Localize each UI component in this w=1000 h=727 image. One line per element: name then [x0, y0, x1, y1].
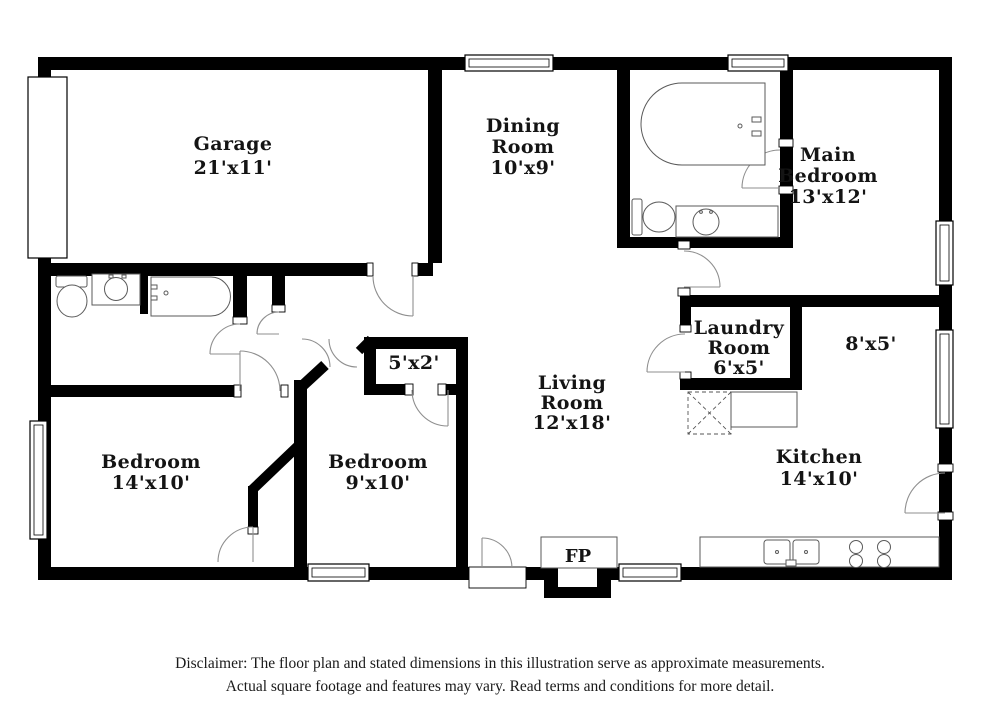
door-swings	[210, 150, 945, 568]
room-name: Room	[707, 337, 771, 359]
door-swing-icon	[373, 276, 413, 316]
room-label-dining	[486, 115, 560, 179]
room-name: Kitchen	[775, 446, 863, 468]
room-name: Bedroom	[778, 165, 878, 187]
fireplace-label: FP	[564, 546, 592, 567]
room-label-closet	[388, 352, 439, 374]
door-swing-icon	[647, 334, 685, 372]
window-icon	[308, 564, 369, 581]
double-door-swing-icon	[302, 339, 357, 367]
room-name: Room	[491, 136, 555, 158]
room-dimensions: 6'x5'	[713, 357, 765, 379]
window-icon	[619, 564, 681, 581]
room-dimensions: 10'x9'	[490, 157, 556, 179]
laundry-fixtures	[688, 392, 797, 434]
room-label-main-bedroom	[778, 144, 878, 208]
kitchen-fixtures	[700, 537, 939, 568]
door-swing-icon	[240, 351, 280, 391]
room-name: Laundry	[693, 317, 785, 339]
sink-icon	[92, 274, 140, 305]
room-name: Dining	[485, 115, 561, 137]
window-icon	[30, 421, 47, 539]
toilet-icon	[56, 276, 87, 317]
garage-door-icon	[28, 77, 67, 258]
disclaimer-line-2: Actual square footage and features may vary. Read terms and conditions for more detail.	[225, 678, 775, 695]
room-label-storage-nook	[845, 333, 896, 355]
room-label-laundry	[694, 317, 785, 379]
window-icon	[936, 330, 953, 428]
room-dimensions: 9'x10'	[345, 472, 411, 494]
room-name: Garage	[193, 133, 273, 155]
room-label-kitchen	[776, 446, 863, 490]
room-name: Main	[800, 144, 856, 166]
bathtub-icon	[641, 83, 765, 165]
room-dimensions: 21'x11'	[193, 157, 273, 179]
room-name: Bedroom	[328, 451, 428, 473]
window-icon	[728, 55, 788, 71]
room-name: Room	[540, 392, 604, 414]
room-dimensions: 5'x2'	[388, 352, 440, 374]
sink-icon	[676, 206, 778, 237]
bathtub-icon	[151, 277, 230, 316]
disclaimer-line-1: Disclaimer: The floor plan and stated dimensions in this illustration serve as approximate measurements.	[175, 655, 825, 672]
door-swing-icon	[482, 538, 512, 568]
room-label-garage	[194, 133, 273, 179]
room-name: Living	[537, 372, 607, 394]
room-label-living	[533, 372, 612, 434]
counter-icon	[731, 392, 797, 427]
window-icon	[465, 55, 553, 71]
water-heater-icon	[688, 392, 731, 434]
room-dimensions: 8'x5'	[845, 333, 897, 355]
room-dimensions: 14'x10'	[111, 472, 191, 494]
fireplace	[541, 537, 617, 598]
door-swing-icon	[684, 251, 720, 287]
room-name: Bedroom	[101, 451, 201, 473]
disclaimer	[175, 655, 825, 695]
door-swing-icon	[210, 324, 240, 354]
room-dimensions: 12'x18'	[532, 412, 612, 434]
window-icon	[936, 221, 953, 285]
main-bathroom-fixtures	[632, 83, 778, 237]
room-dimensions: 14'x10'	[779, 468, 859, 490]
door-swing-icon	[257, 312, 279, 334]
firebox	[558, 567, 597, 587]
room-label-bedroom-left	[101, 451, 201, 494]
toilet-icon	[632, 199, 675, 235]
room-dimensions: 13'x12'	[788, 186, 868, 208]
room-label-bedroom-middle	[328, 451, 428, 494]
